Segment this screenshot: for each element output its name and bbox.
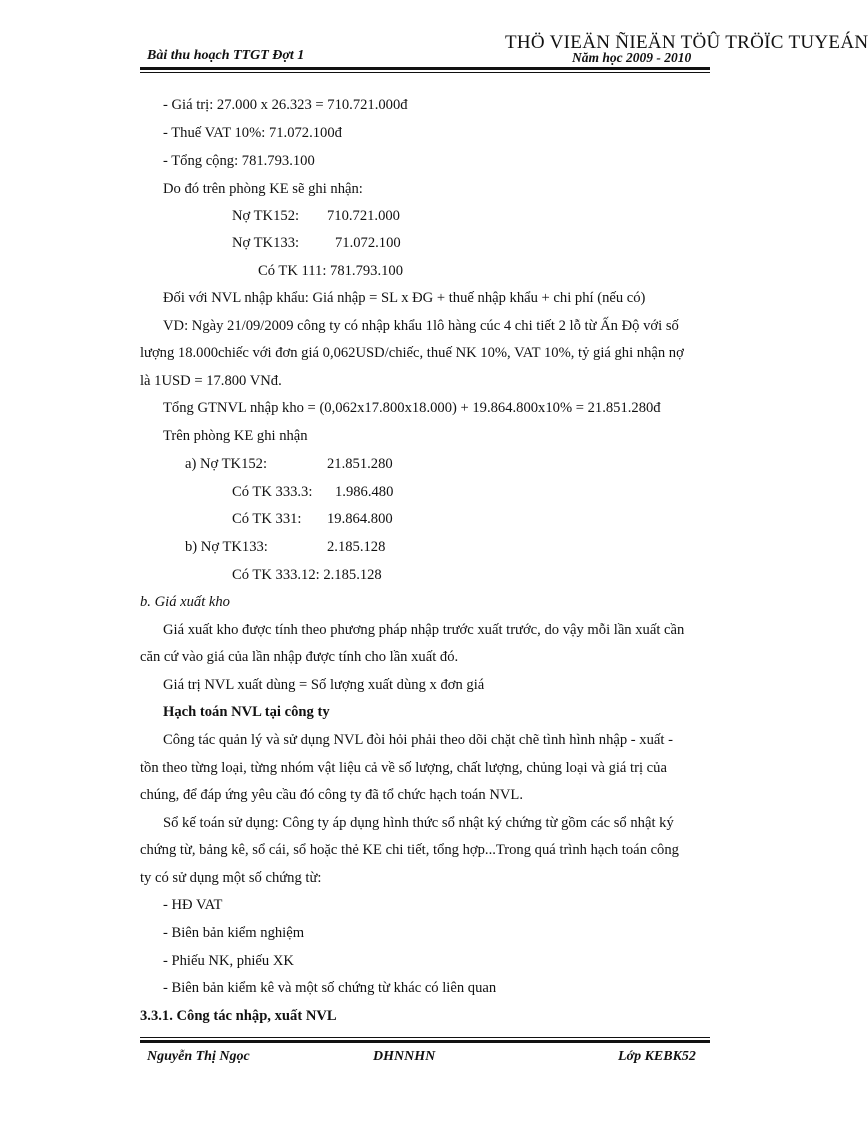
entry-line: Có TK 333.12: 2.185.128 <box>232 567 382 583</box>
footer-school: DHNNHN <box>373 1049 436 1064</box>
text-line: chứng từ, bảng kê, sổ cái, sổ hoặc thẻ KE chi tiết, tổng hợp...Trong quá trình hạch toán công <box>140 842 679 858</box>
list-item: - Biên bản kiểm nghiệm <box>163 925 305 941</box>
text-line: Công tác quản lý và sử dụng NVL đòi hỏi phải theo dõi chặt chẽ tình hình nhập - xuất - <box>163 732 673 748</box>
list-item: - Phiếu NK, phiếu XK <box>163 953 294 969</box>
text-line: ty có sử dụng một số chứng từ: <box>140 870 322 886</box>
entry-label: Nợ TK133: <box>232 235 300 251</box>
footer-class: Lớp KEBK52 <box>618 1049 696 1064</box>
entry-label: Nợ TK152: <box>232 208 300 224</box>
header-school-year: Năm học 2009 - 2010 <box>572 50 692 65</box>
header-title: Bài thu hoạch TTGT Đợt 1 <box>147 48 305 63</box>
entry-amount: 1.986.480 <box>335 484 394 500</box>
text-line: VD: Ngày 21/09/2009 công ty có nhập khẩu 1lô hàng cúc 4 chi tiết 2 lỗ từ Ấn Độ với số <box>163 318 679 334</box>
entry-label: a) Nợ TK152: <box>185 456 268 472</box>
entry-amount: 710.721.000 <box>327 208 400 224</box>
entry-amount: 71.072.100 <box>335 235 401 251</box>
text-line: căn cứ vào giá của lần nhập được tính cho lần xuất đó. <box>140 649 459 665</box>
entry-line: Có TK 111: 781.793.100 <box>258 263 403 279</box>
text-line: chúng, để đáp ứng yêu cầu đó công ty đã tổ chức hạch toán NVL. <box>140 787 523 803</box>
library-watermark: THÖ VIEÄN ÑIEÄN TÖÛ TRÖÏC TUYEÁN <box>505 32 868 53</box>
header-rule-thick <box>140 67 710 70</box>
text-line: Sổ kế toán sử dụng: Công ty áp dụng hình thức sổ nhật ký chứng từ gồm các sổ nhật ký <box>163 815 674 831</box>
section-heading: 3.3.1. Công tác nhập, xuất NVL <box>140 1008 337 1024</box>
text-line: Giá trị NVL xuất dùng = Số lượng xuất dùng x đơn giá <box>163 677 485 693</box>
entry-label: Có TK 331: <box>232 511 302 527</box>
text-line: là 1USD = 17.800 VNđ. <box>140 373 282 389</box>
entry-label: b) Nợ TK133: <box>185 539 268 555</box>
text-line: - Thuế VAT 10%: 71.072.100đ <box>163 125 342 141</box>
text-line: Do đó trên phòng KE sẽ ghi nhận: <box>163 181 363 197</box>
footer-author: Nguyễn Thị Ngọc <box>147 1049 250 1064</box>
entry-amount: 21.851.280 <box>327 456 393 472</box>
text-line: - Giá trị: 27.000 x 26.323 = 710.721.000đ <box>163 97 408 113</box>
text-line: tồn theo từng loại, từng nhóm vật liệu cả về số lượng, chất lượng, chủng loại và giá trị của <box>140 760 667 776</box>
text-line: Giá xuất kho được tính theo phương pháp nhập trước xuất trước, do vậy mỗi lần xuất cần <box>163 622 685 638</box>
header-rule-thin <box>140 72 710 73</box>
subsection-heading: b. Giá xuất kho <box>140 594 230 610</box>
entry-amount: 2.185.128 <box>327 539 386 555</box>
entry-label: Có TK 333.3: <box>232 484 313 500</box>
text-line: Tổng GTNVL nhập kho = (0,062x17.800x18.000) + 19.864.800x10% = 21.851.280đ <box>163 400 661 416</box>
list-item: - Biên bản kiểm kê và một số chứng từ khác có liên quan <box>163 980 497 996</box>
text-line: Trên phòng KE ghi nhận <box>163 428 308 444</box>
list-item: - HĐ VAT <box>163 897 223 913</box>
text-line: - Tổng cộng: 781.793.100 <box>163 153 315 169</box>
text-line: lượng 18.000chiếc với đơn giá 0,062USD/chiếc, thuế NK 10%, VAT 10%, tỷ giá ghi nhận nợ <box>140 345 684 361</box>
text-line: Đối với NVL nhập khẩu: Giá nhập = SL x ĐG + thuế nhập khẩu + chi phí (nếu có) <box>163 290 646 306</box>
footer-rule-thick <box>140 1040 710 1043</box>
entry-amount: 19.864.800 <box>327 511 393 527</box>
footer-rule-thin <box>140 1037 710 1038</box>
section-heading: Hạch toán NVL tại công ty <box>163 704 330 720</box>
